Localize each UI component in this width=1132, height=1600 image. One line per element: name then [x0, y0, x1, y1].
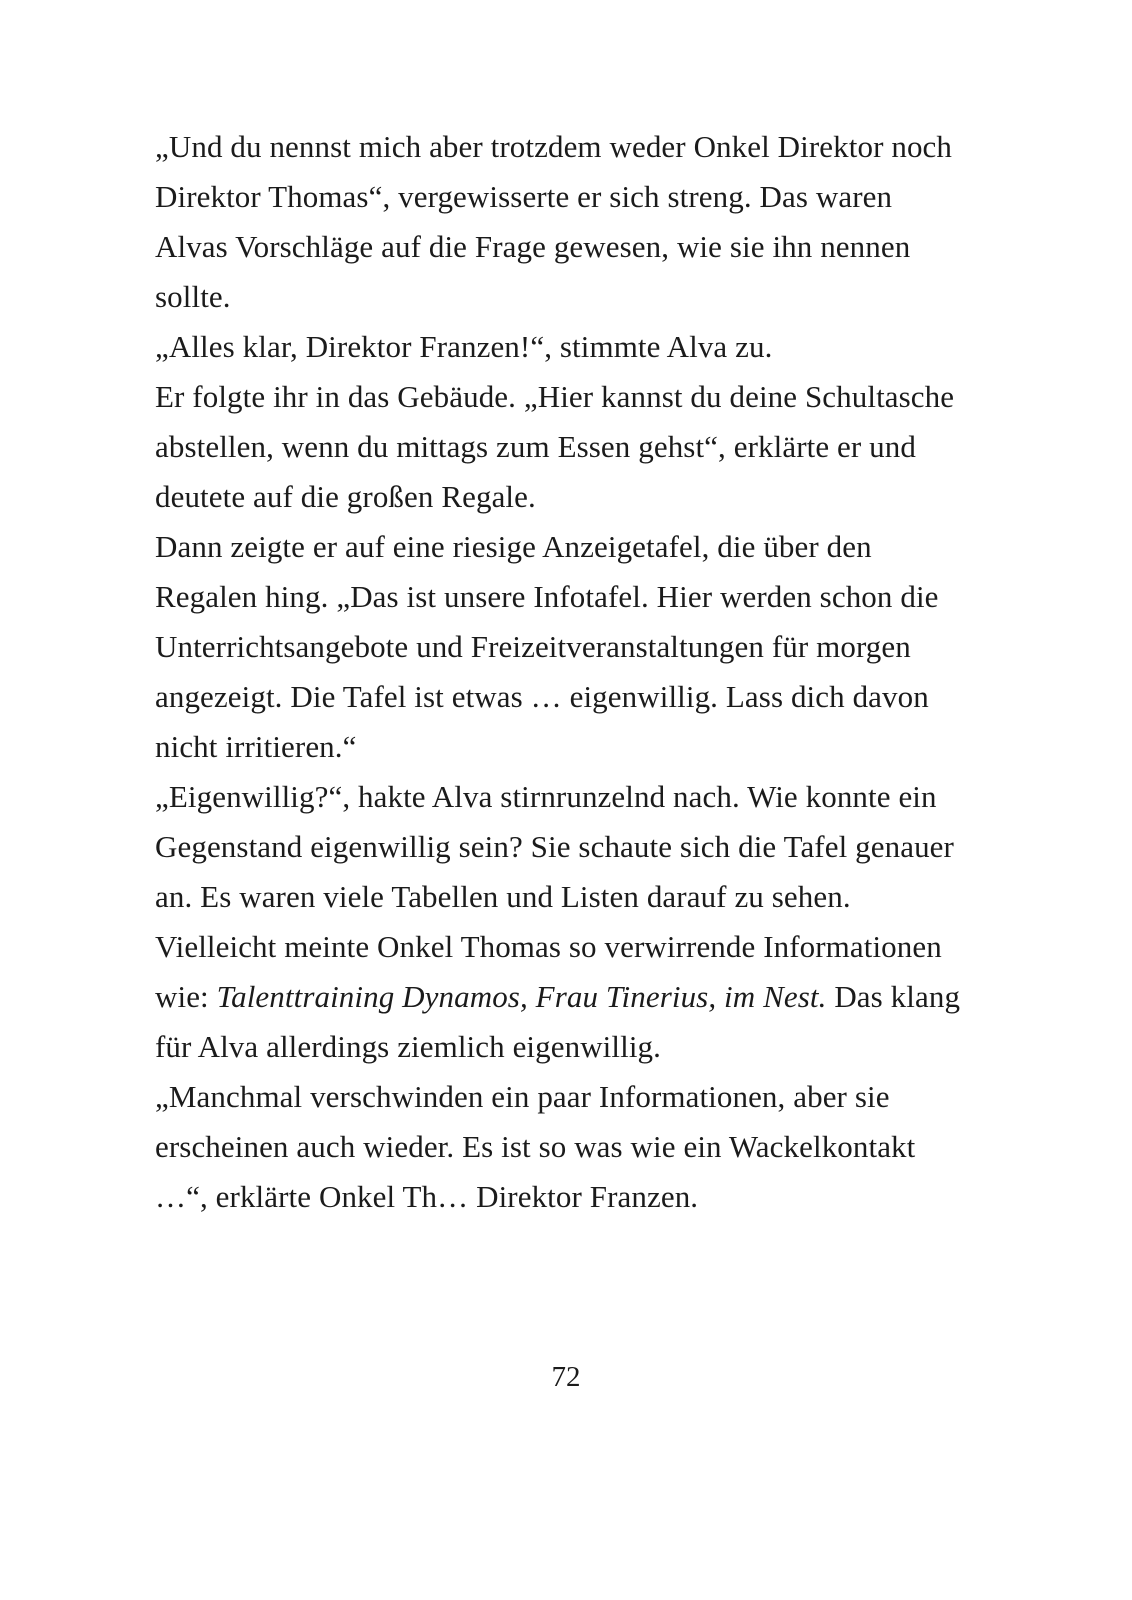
- text-run: Er folgte ihr in das Gebäude. „Hier kannst du deine Schultasche abstellen, wenn du mittags zum Essen gehst“, erklärte er und deutete auf die großen Regale.: [155, 379, 955, 514]
- paragraph: [155, 772, 965, 1072]
- text-run: Das klang für Alva allerdings ziemlich eigenwillig.: [155, 979, 961, 1064]
- paragraph: [155, 1072, 965, 1222]
- paragraph: [155, 322, 965, 372]
- text-run: Dann zeigte er auf eine riesige Anzeigetafel, die über den Regalen hing. „Das ist unsere Infotafel. Hier werden schon die Unterrichtsangebote und Freizeitveranstaltungen für morgen angezeigt. Die Tafel ist etwas … eigenwillig. Lass dich davon nicht irritieren.“: [155, 529, 939, 764]
- page-number: 72: [551, 1361, 581, 1393]
- text-run: „Eigenwillig?“, hakte Alva stirnrunzelnd nach. Wie konnte ein Gegenstand eigenwillig sein? Sie schaute sich die Tafel genauer an. Es waren viele Tabellen und Listen darauf zu sehen. Vielleicht meinte Onkel Thomas so verwirrende Informationen wie:: [155, 779, 954, 1014]
- text-run: „Manchmal verschwinden ein paar Informationen, aber sie erscheinen auch wieder. Es ist so was wie ein Wackelkontakt …“, erklärte Onkel Th… Direktor Franzen.: [155, 1079, 916, 1214]
- paragraph: [155, 372, 965, 522]
- body-text: [155, 122, 965, 1222]
- text-run-italic: Talenttraining Dynamos, Frau Tinerius, im Nest.: [216, 979, 827, 1014]
- paragraph: [155, 122, 965, 322]
- text-run: „Alles klar, Direktor Franzen!“, stimmte Alva zu.: [155, 329, 773, 364]
- text-run: „Und du nennst mich aber trotzdem weder Onkel Direktor noch Direktor Thomas“, vergewisserte er sich streng. Das waren Alvas Vorschläge auf die Frage gewesen, wie sie ihn nennen sollte.: [155, 129, 953, 314]
- paragraph: [155, 522, 965, 772]
